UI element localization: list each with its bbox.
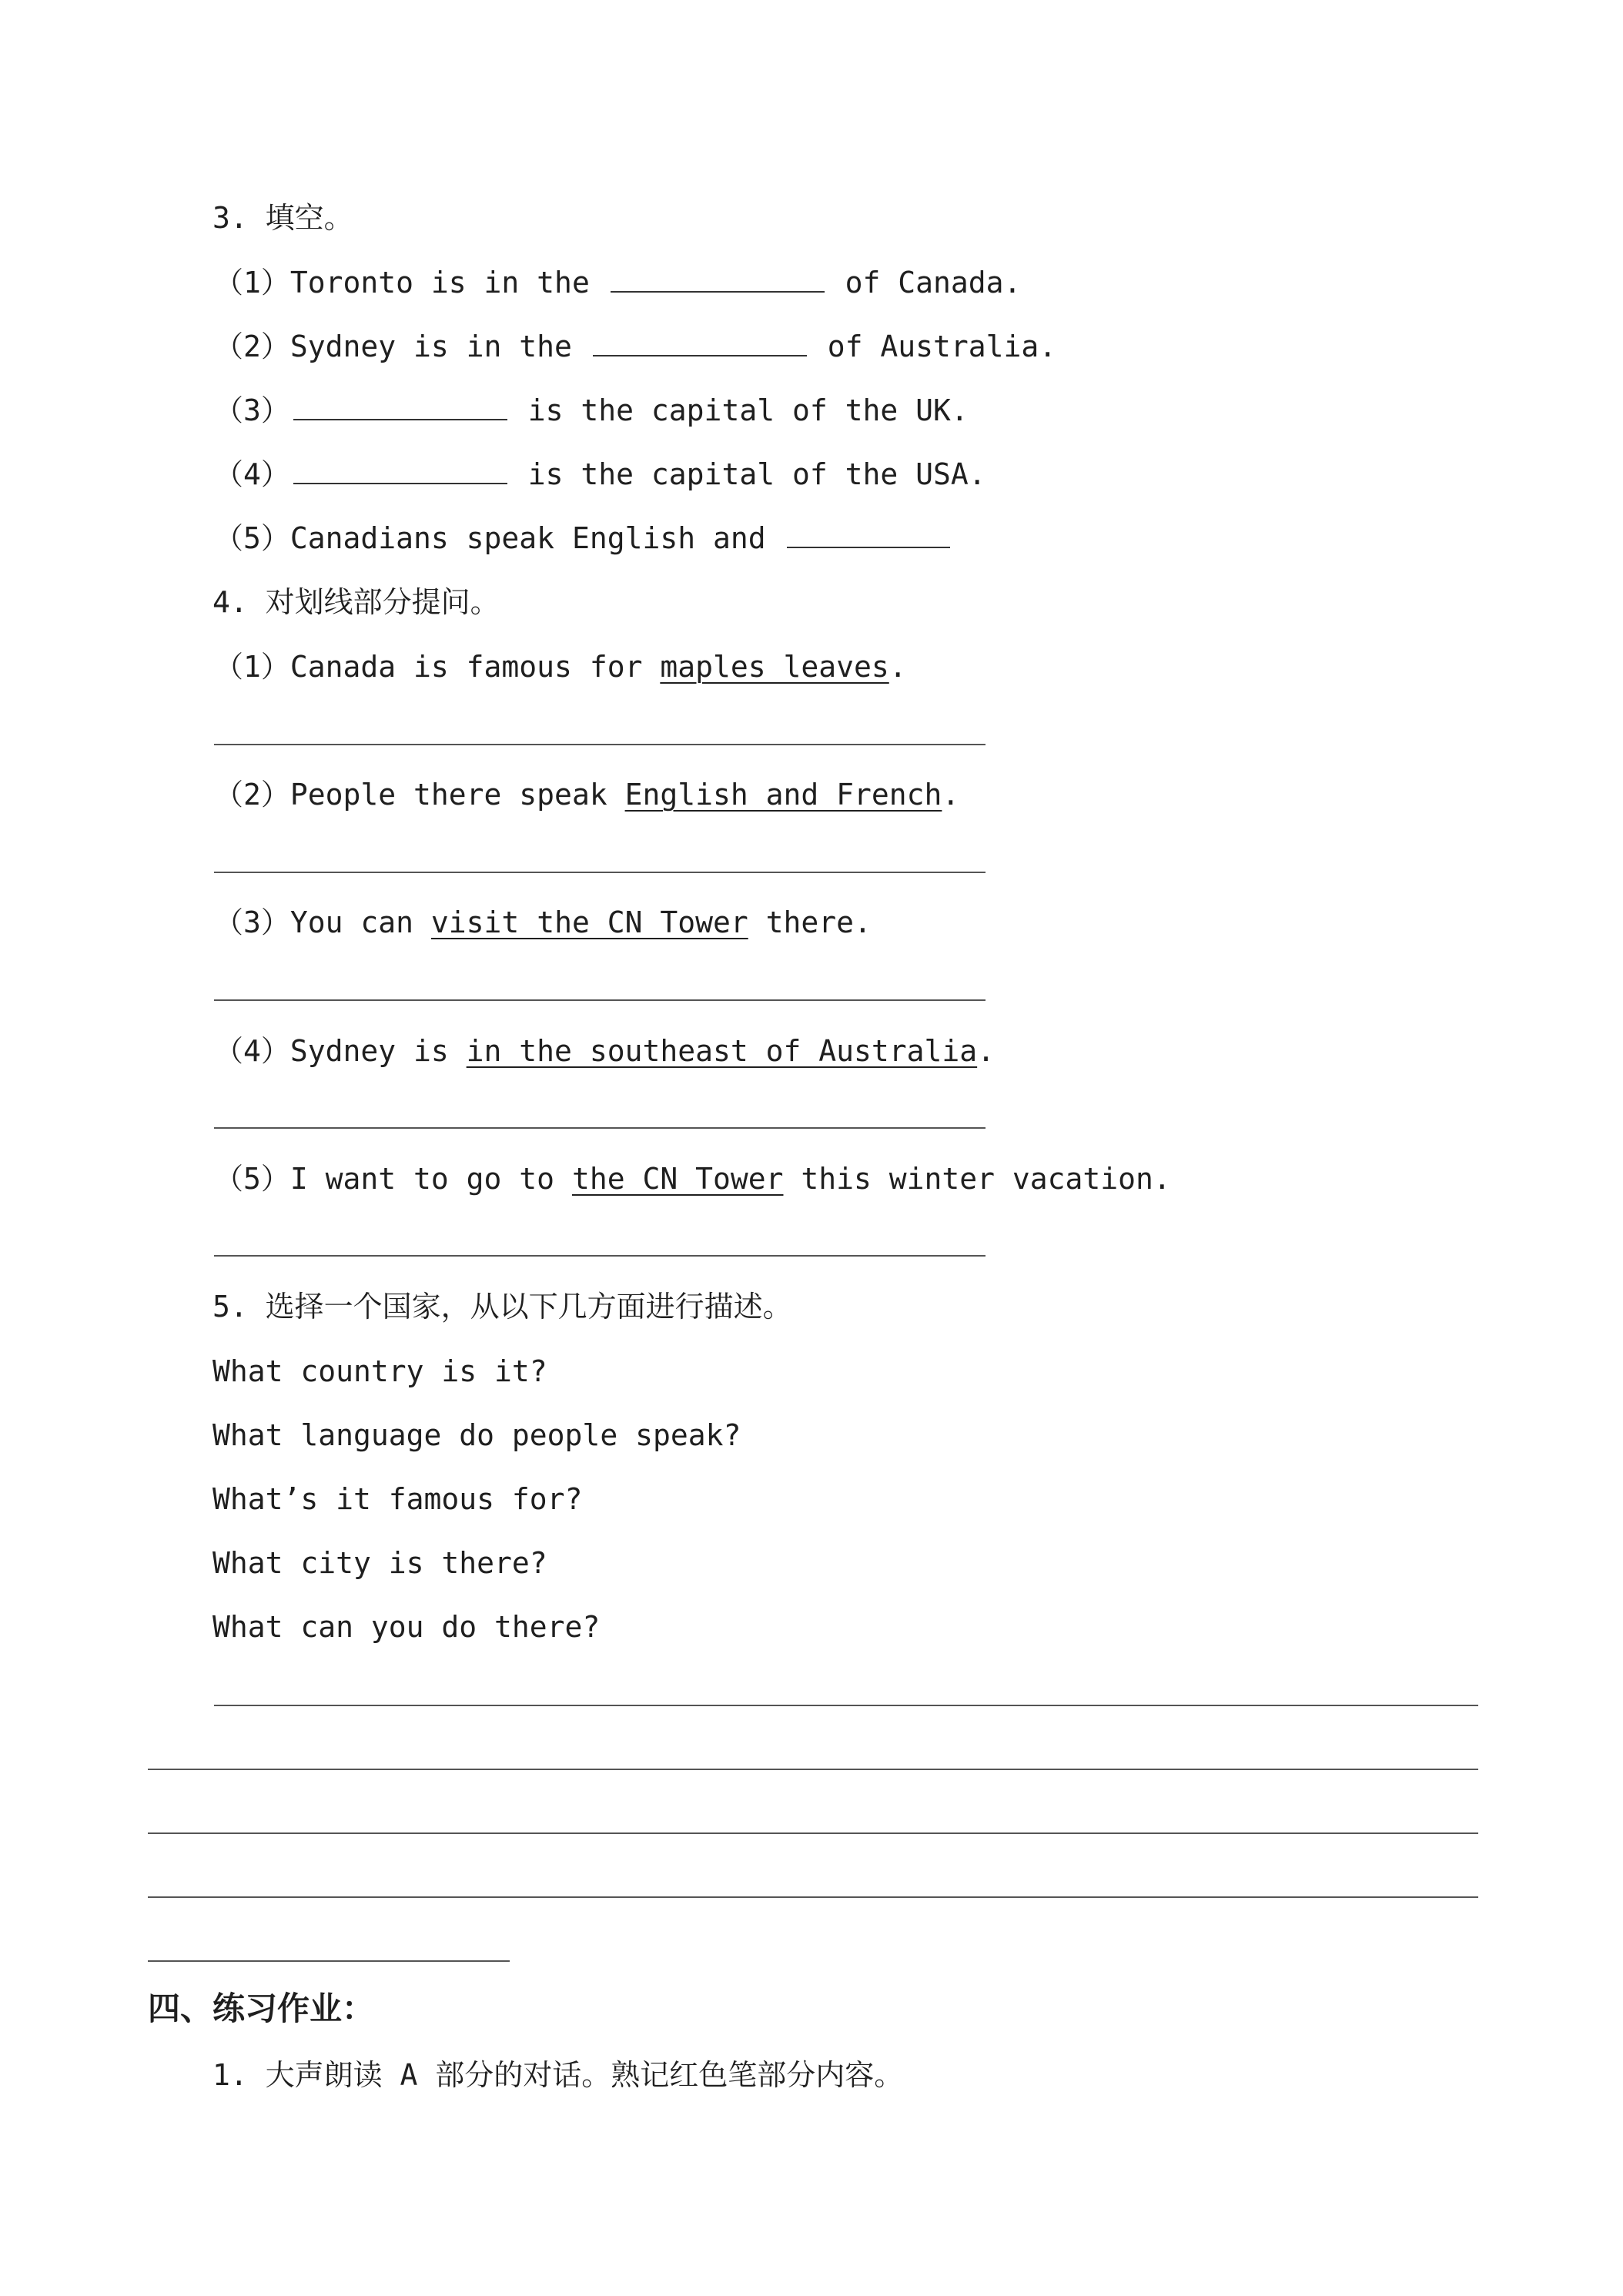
prompt-question-4: What city is there?: [212, 1546, 547, 1580]
writing-line[interactable]: [148, 1832, 1478, 1834]
answer-blank[interactable]: [293, 393, 507, 420]
item-text: .: [888, 650, 907, 684]
prompt-question-1: What country is it?: [212, 1354, 547, 1388]
item-number: （3）: [214, 393, 290, 427]
item-number: （4）: [214, 457, 290, 491]
fill-item-4: [214, 455, 986, 494]
prompt-question-2: What language do people speak?: [212, 1418, 741, 1452]
item-text: I want to go to: [289, 1162, 572, 1196]
homework-heading: 四、练习作业：: [148, 1990, 375, 2027]
item-text: Canadians speak English and: [289, 521, 766, 555]
answer-blank[interactable]: [293, 457, 507, 484]
answer-blank[interactable]: [593, 329, 807, 356]
fill-item-1: [214, 263, 1021, 302]
item-text: is the capital of the USA.: [527, 457, 986, 491]
item-text: You can: [289, 905, 431, 939]
answer-line[interactable]: [214, 744, 986, 745]
writing-line[interactable]: [148, 1769, 1478, 1770]
fill-item-5: [214, 519, 953, 557]
item-text: is the capital of the UK.: [527, 393, 969, 427]
item-number: （1）: [214, 650, 290, 684]
underlined-phrase: English and French: [624, 778, 942, 812]
underlined-phrase: visit the CN Tower: [430, 905, 748, 939]
item-number: （2）: [214, 330, 290, 363]
underlined-phrase: in the southeast of Australia: [466, 1034, 978, 1068]
prompt-question-3: What’s it famous for?: [212, 1482, 583, 1516]
writing-line[interactable]: [214, 1705, 1478, 1706]
underlined-phrase: maples leaves: [660, 650, 889, 684]
item-text: of Australia.: [827, 330, 1057, 363]
question-item-4: [214, 1032, 995, 1070]
item-text: Sydney is: [289, 1034, 467, 1068]
item-text: Sydney is in the: [289, 330, 572, 363]
item-text: .: [977, 1034, 996, 1068]
answer-line[interactable]: [214, 1127, 986, 1129]
item-number: （5）: [214, 521, 290, 555]
question-item-3: [214, 903, 872, 942]
writing-line[interactable]: [148, 1896, 1478, 1898]
item-text: of Canada.: [845, 266, 1022, 300]
homework-item-1: 1. 大声朗读 A 部分的对话。熟记红色笔部分内容。: [212, 2058, 904, 2092]
answer-line[interactable]: [214, 999, 986, 1001]
question-item-1: [214, 648, 907, 686]
item-text: Toronto is in the: [289, 266, 590, 300]
writing-line[interactable]: [148, 1960, 510, 1962]
answer-line[interactable]: [214, 872, 986, 873]
answer-blank[interactable]: [787, 520, 950, 548]
question-item-2: [214, 775, 959, 814]
prompt-question-5: What can you do there?: [212, 1610, 601, 1644]
section-3-title: 3. 填空。: [212, 201, 353, 235]
item-text: this winter vacation.: [783, 1162, 1171, 1196]
question-item-5: [214, 1160, 1171, 1198]
item-text: Canada is famous for: [289, 650, 661, 684]
item-text: People there speak: [289, 778, 625, 812]
item-number: （5）: [214, 1162, 290, 1196]
answer-line[interactable]: [214, 1255, 986, 1257]
answer-blank[interactable]: [611, 265, 825, 293]
item-number: （1）: [214, 266, 290, 300]
item-text: .: [942, 778, 960, 812]
item-text: there.: [748, 905, 872, 939]
fill-item-2: [214, 327, 1056, 366]
underlined-phrase: the CN Tower: [571, 1162, 784, 1196]
section-5-title: 5. 选择一个国家，从以下几方面进行描述。: [212, 1290, 792, 1324]
fill-item-3: [214, 391, 969, 430]
item-number: （4）: [214, 1034, 290, 1068]
item-number: （2）: [214, 778, 290, 812]
section-4-title: 4. 对划线部分提问。: [212, 585, 500, 619]
item-number: （3）: [214, 905, 290, 939]
